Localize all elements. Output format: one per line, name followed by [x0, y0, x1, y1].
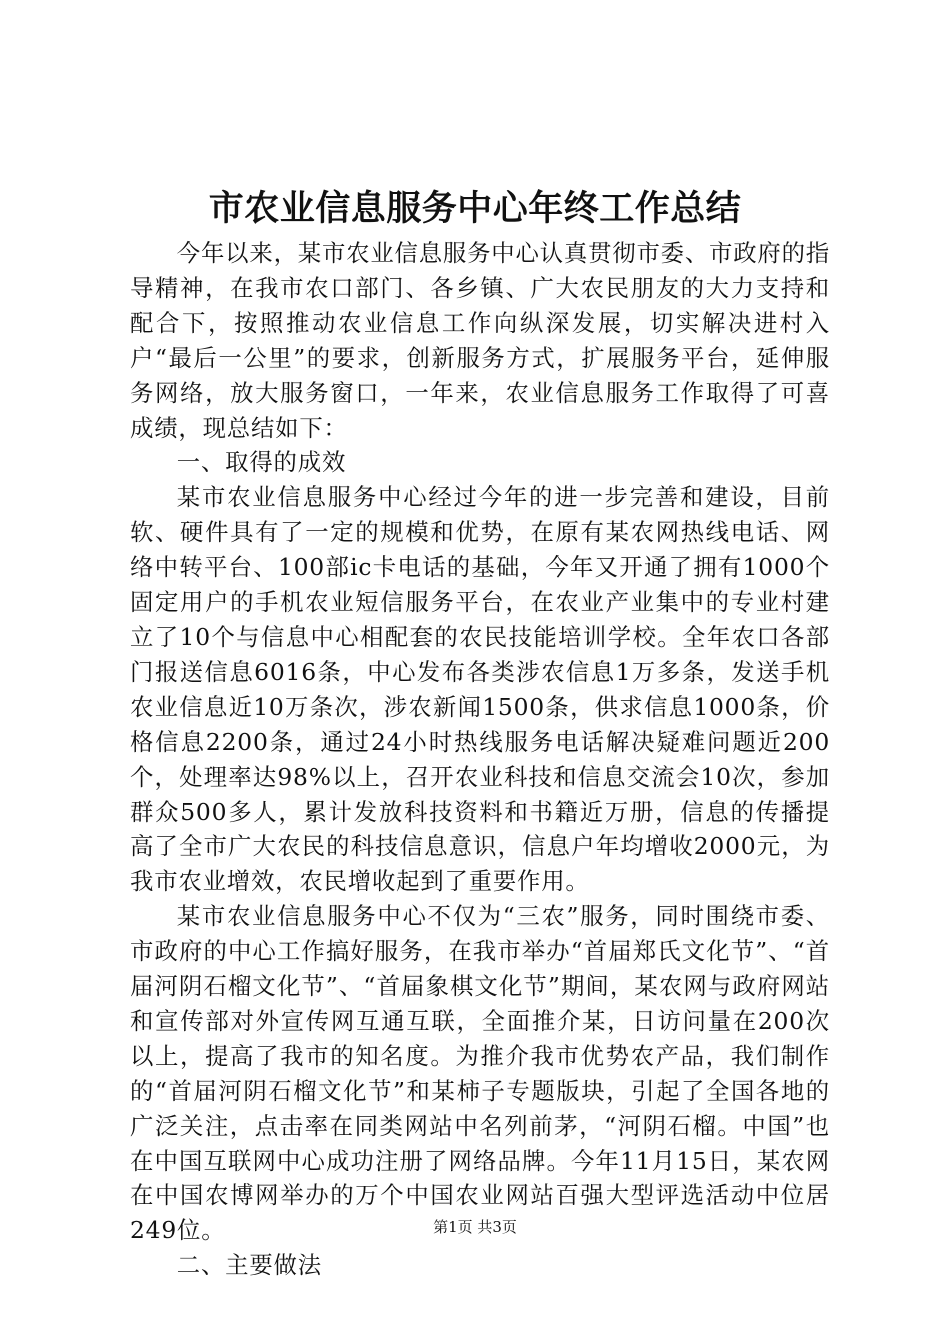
services-paragraph: 某市农业信息服务中心不仅为“三农”服务，同时围绕市委、市政府的中心工作搞好服务，在我市举办“首届郑氏文化节”、“首届河阴石榴文化节”、“首届象棋文化节”期间，某农网与政府网站和宣传部对外宣传网互通互联，全面推介某，日访问量在200次以上，提高了我市的知名度。为推介我市优势农产品，我们制作的“首届河阴石榴文化节”和某柿子专题版块，引起了全国各地的广泛关注，点击率在同类网站中名列前茅，“河阴石榴。中国”也在中国互联网中心成功注册了网络品牌。今年11月15日，某农网在中国农博网举办的万个中国农业网站百强大型评选活动中位居249位。 — [130, 902, 830, 1245]
achievements-paragraph: 某市农业信息服务中心经过今年的进一步完善和建设，目前软、硬件具有了一定的规模和优势，在原有某农网热线电话、网络中转平台、100部ic卡电话的基础，今年又开通了拥有1000个固定用户的手机农业短信服务平台，在农业产业集中的专业村建立了10个与信息中心相配套的农民技能培训学校。全年农口各部门报送信息6016条，中心发布各类涉农信息1万多条，发送手机农业信息近10万条次，涉农新闻1500条，供求信息1000条，价格信息2200条，通过24小时热线服务电话解决疑难问题近200个，处理率达98%以上，召开农业科技和信息交流会10次，参加群众500多人，累计发放科技资料和书籍近万册，信息的传播提高了全市广大农民的科技信息意识，信息户年均增收2000元，为我市农业增效，农民增收起到了重要作用。 — [130, 483, 830, 896]
document-title: 市农业信息服务中心年终工作总结 — [208, 189, 742, 229]
intro-paragraph: 今年以来，某市农业信息服务中心认真贯彻市委、市政府的指导精神，在我市农口部门、各乡镇、广大农民朋友的大力支持和配合下，按照推动农业信息工作向纵深发展，切实解决进村入户“最后一公里”的要求，创新服务方式，扩展服务平台，延伸服务网络，放大服务窗口，一年来，农业信息服务工作取得了可喜成绩，现总结如下： — [130, 239, 830, 442]
document-body — [130, 236, 830, 1283]
page-footer: 第1页 共3页 — [433, 1218, 517, 1236]
section-heading-achievements: 一、取得的成效 — [176, 448, 347, 477]
section-heading-methods: 二、主要做法 — [176, 1251, 322, 1280]
